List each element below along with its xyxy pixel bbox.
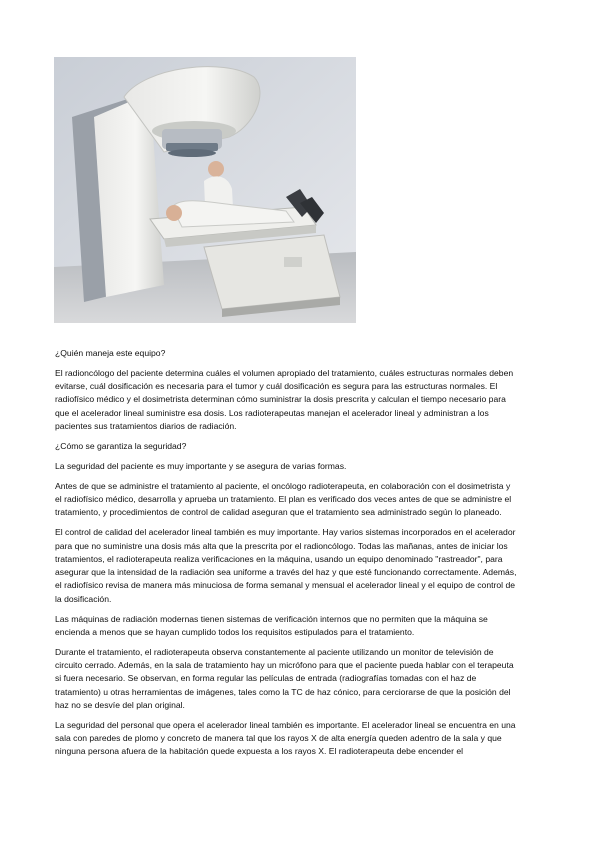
paragraph-internal-verification: Las máquinas de radiación modernas tienen sistemas de verificación internos que no permiten que la máquina se encienda a menos que se hayan cumplido todos los requisitos estipulados para el tratamiento. [55, 613, 488, 637]
section-heading-who: ¿Quién maneja este equipo? [55, 348, 166, 358]
paragraph-staff-safety: La seguridad del personal que opera el acelerador lineal también es importante. El acelerador lineal se encuentra en una sala con paredes de plomo y concreto de manera tal que los rayos X de alta energía queden adentro de la sala y que ninguna persona afuera de la habitación quede expuesta a los rayos X. El radioterapeuta debe encender el [55, 719, 516, 757]
paragraph-quality-control: El control de calidad del acelerador lineal también es muy importante. Hay varios sistemas incorporados en el acelerador para que no suministre una dosis más alta que la prescrita por el radioncólogo. Todas las mañanas, antes de iniciar los tratamientos, el radioterapeuta realiza verificaciones en la máquina, usando un equipo denominado "rastreador", para asegurar que la intensidad de la radiación sea uniforme a través del haz y que esté funcionando correctamente. Además, el radiofísico revisa de manera más minuciosa de forma semanal y mensual el acelerador lineal y el equipo de control de la dosificación. [55, 527, 517, 604]
section-heading-safety: ¿Cómo se garantiza la seguridad? [55, 440, 187, 451]
photo-illustration [54, 57, 356, 323]
paragraph-roles: El radioncólogo del paciente determina cuáles el volumen apropiado del tratamiento, cuáles estructuras normales deben evitarse, cuál dosificación es necesaria para el tumor y cuál dosificación es segura para las estructuras normales. El radiofísico médico y el dosimetrista determinan cómo suministrar la dosis prescrita y calculan el tiempo necesario para que el acelerador lineal suministre esa dosis. Los radioterapeutas manejan el acelerador lineal y administran a los pacientes sus tratamientos diarios de radiación. [55, 367, 514, 432]
linear-accelerator-photo [54, 57, 356, 323]
paragraph-monitoring: Durante el tratamiento, el radioterapeuta observa constantemente al paciente utilizando un monitor de televisión de circuito cerrado. Además, en la sala de tratamiento hay un micrófono para que el paciente pueda hablar con el terapeuta si fuera necesario. Se observan, en forma regular las películas de entrada (radiografías tomadas con el haz de tratamiento) u otras herramientas de imágenes, tales como la TC de haz cónico, para cerciorarse de que la posición del haz no se desvíe del plan original. [55, 646, 514, 710]
paragraph-treatment-plan: Antes de que se administre el tratamiento al paciente, el oncólogo radioterapeuta, en colaboración con el dosimetrista y el radiofísico médico, desarrolla y aprueba un tratamiento. El plan es verificado dos veces antes de que se administre el tratamiento, y procedimientos de control de calidad aseguran que el tratamiento sea administrado según lo planeado. [55, 480, 512, 518]
document-body [55, 347, 517, 765]
paragraph-patient-safety: La seguridad del paciente es muy importante y se asegura de varias formas. [55, 460, 347, 471]
